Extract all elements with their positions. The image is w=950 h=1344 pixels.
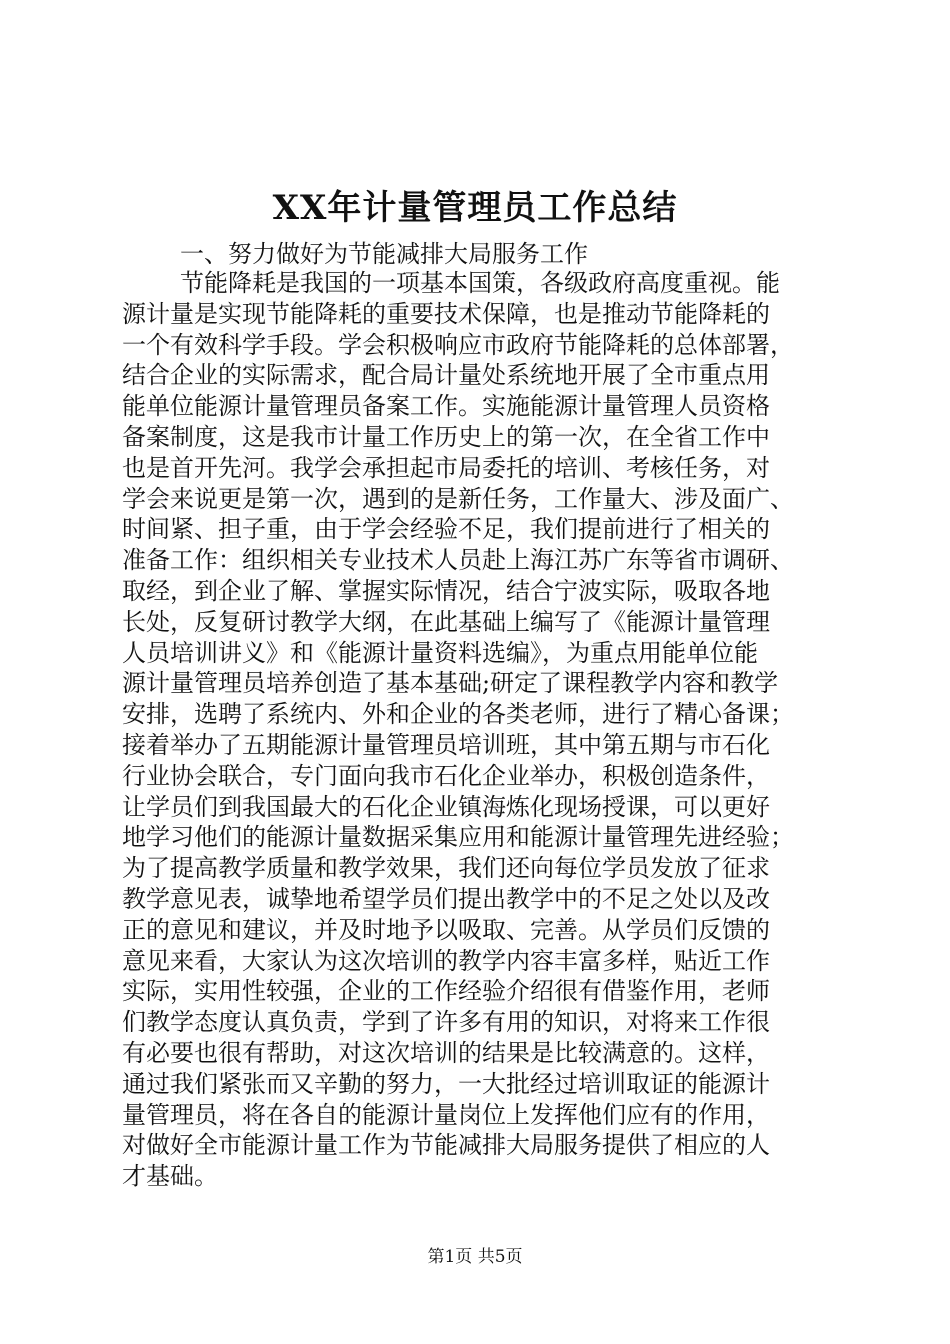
section-heading: 一、努力做好为节能减排大局服务工作 <box>180 240 588 268</box>
paragraph-line: 时间紧、担子重，由于学会经验不足，我们提前进行了相关的 <box>122 515 770 544</box>
paragraph-line: 有必要也很有帮助，对这次培训的结果是比较满意的。这样， <box>122 1038 770 1067</box>
paragraph-line: 行业协会联合，专门面向我市石化企业举办，积极创造条件， <box>122 761 770 790</box>
paragraph-line: 们教学态度认真负责，学到了许多有用的知识，对将来工作很 <box>122 1008 770 1037</box>
paragraph-line: 人员培训讲义》和《能源计量资料选编》，为重点用能单位能 <box>122 638 758 667</box>
paragraph-line: 也是首开先河。我学会承担起市局委托的培训、考核任务，对 <box>122 453 770 482</box>
paragraph-line: 对做好全市能源计量工作为节能减排大局服务提供了相应的人 <box>122 1131 770 1160</box>
paragraph-line: 实际，实用性较强，企业的工作经验介绍很有借鉴作用，老师 <box>122 977 770 1006</box>
paragraph-line: 学会来说更是第一次，遇到的是新任务，工作量大、涉及面广、 <box>122 484 794 513</box>
paragraph-line: 正的意见和建议，并及时地予以吸取、完善。从学员们反馈的 <box>122 915 770 944</box>
paragraph-line: 结合企业的实际需求，配合局计量处系统地开展了全市重点用 <box>122 361 770 390</box>
paragraph-line: 长处，反复研讨教学大纲，在此基础上编写了《能源计量管理 <box>122 607 770 636</box>
paragraph-line: 准备工作：组织相关专业技术人员赴上海江苏广东等省市调研、 <box>122 546 794 575</box>
page-number-footer: 第1页 共5页 <box>427 1247 523 1267</box>
paragraph-line: 一个有效科学手段。学会积极响应市政府节能降耗的总体部署， <box>122 330 794 359</box>
document-title: XX年计量管理员工作总结 <box>272 188 678 228</box>
paragraph-line: 让学员们到我国最大的石化企业镇海炼化现场授课，可以更好 <box>122 792 770 821</box>
paragraph-line: 地学习他们的能源计量数据采集应用和能源计量管理先进经验； <box>122 823 794 852</box>
paragraph-line: 意见来看，大家认为这次培训的教学内容丰富多样，贴近工作 <box>122 946 770 975</box>
paragraph-line: 为了提高教学质量和教学效果，我们还向每位学员发放了征求 <box>122 854 770 883</box>
paragraph-line: 教学意见表，诚挚地希望学员们提出教学中的不足之处以及改 <box>122 884 770 913</box>
paragraph-line: 源计量管理员培养创造了基本基础;研定了课程教学内容和教学 <box>122 669 779 698</box>
paragraph-line: 才基础。 <box>122 1162 218 1191</box>
paragraph-line: 取经，到企业了解、掌握实际情况，结合宁波实际，吸取各地 <box>122 576 770 605</box>
paragraph-line: 量管理员，将在各自的能源计量岗位上发挥他们应有的作用， <box>122 1100 770 1129</box>
paragraph-line: 通过我们紧张而又辛勤的努力，一大批经过培训取证的能源计 <box>122 1069 770 1098</box>
paragraph-line: 节能降耗是我国的一项基本国策，各级政府高度重视。能 <box>180 269 780 297</box>
paragraph-line: 接着举办了五期能源计量管理员培训班，其中第五期与市石化 <box>122 730 770 759</box>
paragraph-line: 能单位能源计量管理员备案工作。实施能源计量管理人员资格 <box>122 392 770 421</box>
body-paragraph <box>122 268 834 1192</box>
paragraph-line: 安排，选聘了系统内、外和企业的各类老师，进行了精心备课； <box>122 700 794 729</box>
paragraph-line: 备案制度，这是我市计量工作历史上的第一次，在全省工作中 <box>122 422 770 451</box>
paragraph-line: 源计量是实现节能降耗的重要技术保障，也是推动节能降耗的 <box>122 299 770 328</box>
